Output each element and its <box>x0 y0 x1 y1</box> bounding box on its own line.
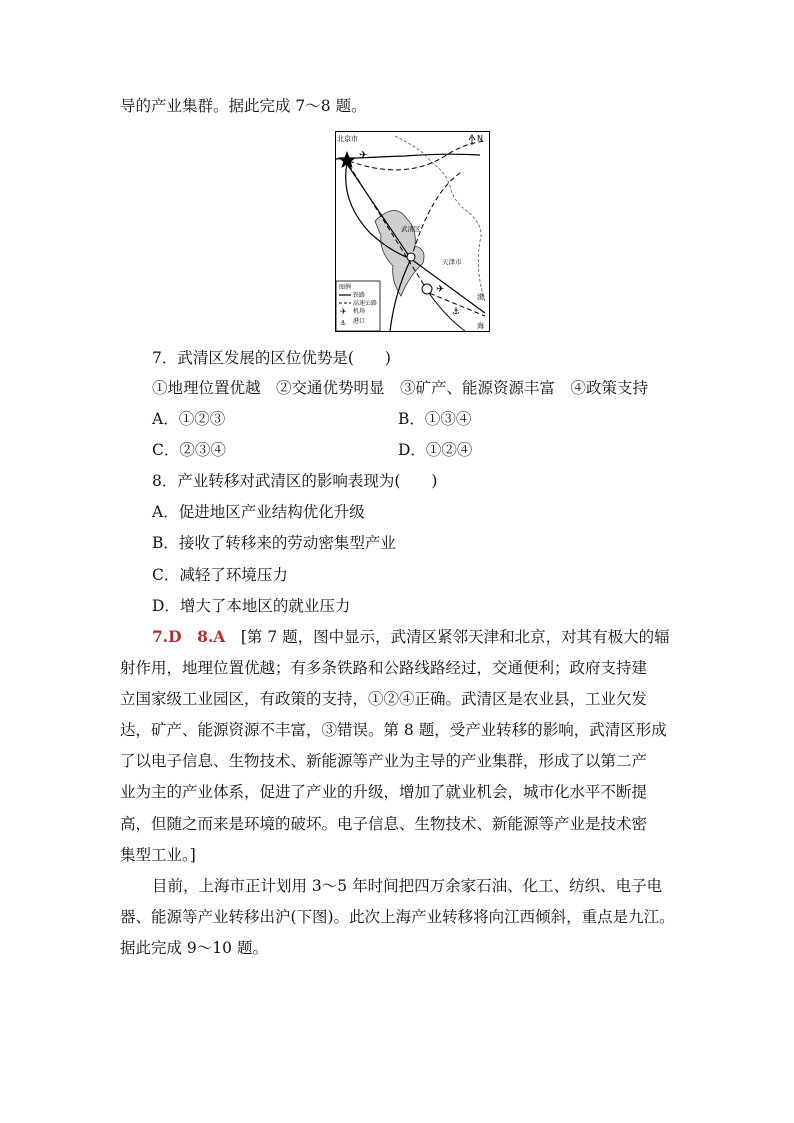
wuqing-location-map <box>335 131 490 332</box>
answer-line-5: 了以电子信息、生物技术、新能源等产业为主导的产业集群，形成了以第二产 <box>120 752 648 770</box>
q8-option-b: B．接收了转移来的劳动密集型产业 <box>152 534 396 552</box>
port-anchor-icon: ⚓ <box>452 307 461 317</box>
tianjin-city-marker <box>422 284 432 294</box>
intro-tail-text: 导的产业集群。据此完成 7～8 题。 <box>120 97 367 115</box>
q8-option-d: D．增大了本地区的就业压力 <box>152 597 351 615</box>
map-label-tianjin: 天津市 <box>442 258 462 266</box>
map-label-sea-1: 渤 <box>477 293 484 301</box>
q7-option-c: C．②③④ <box>152 441 226 459</box>
legend-airport-label: 机场 <box>353 308 366 315</box>
q8-stem: 8．产业转移对武清区的影响表现为( ) <box>152 472 438 490</box>
answer-line-7: 高，但随之而来是环境的破坏。电子信息、生物技术、新能源等产业是技术密 <box>120 815 648 833</box>
next-intro-line-3: 据此完成 9～10 题。 <box>120 939 268 957</box>
answer-line-2: 射作用，地理位置优越；有多条铁路和公路线路经过，交通便利；政府支持建 <box>120 659 648 677</box>
q7-option-b: B．①③④ <box>398 410 472 428</box>
map-label-wuqing: 武清区 <box>401 225 421 233</box>
q7-stem: 7．武清区发展的区位优势是( ) <box>152 349 391 367</box>
next-intro-line-2: 器、能源等产业转移出沪(下图)。此次上海产业转移将向江西倾斜，重点是九江。 <box>120 908 675 926</box>
airport-icon-beijing: ✈ <box>359 150 368 161</box>
q8-option-c: C．减轻了环境压力 <box>152 566 288 584</box>
airport-icon-tianjin: ✈ <box>436 284 445 295</box>
map-graphic <box>335 131 490 332</box>
next-intro-line-1: 目前，上海市正计划用 3～5 年时间把四万余家石油、化工、纺织、电子电 <box>152 877 663 895</box>
legend-airport-icon: ✈ <box>340 307 347 316</box>
answer-line-8: 集型工业。] <box>120 846 196 864</box>
map-label-north: N <box>477 134 483 143</box>
legend-title: 图例 <box>339 284 352 291</box>
q8-option-a: A．促进地区产业结构优化升级 <box>152 503 365 521</box>
legend-port-icon: ⚓ <box>340 319 347 327</box>
q7-option-d: D．①②④ <box>398 441 473 459</box>
q7-option-a: A．①②③ <box>152 410 226 428</box>
legend-rail-label: 铁路 <box>353 292 366 299</box>
legend-highway-label: 高速公路 <box>353 300 378 307</box>
q7-statements: ①地理位置优越 ②交通优势明显 ③矿产、能源资源丰富 ④政策支持 <box>152 379 649 397</box>
answer-line-1: [第 7 题，图中显示，武清区紧邻天津和北京，对其有极大的辐 <box>225 628 670 646</box>
wuqing-city-marker <box>407 253 415 261</box>
legend-port-label: 港口 <box>353 318 366 325</box>
answer-line-4: 达，矿产、能源资源不丰富，③错误。第 8 题，受产业转移的影响，武清区形成 <box>120 721 667 739</box>
answer-line-6: 业为主的产业体系，促进了产业的升级，增加了就业机会，城市化水平不断提 <box>120 783 648 801</box>
answer-label: 7.D 8.A <box>152 627 226 646</box>
map-label-beijing: 北京市 <box>337 135 358 143</box>
answer-line-3: 立国家级工业园区，有政策的支持，①②④正确。武清区是农业县，工业欠发 <box>120 690 648 708</box>
map-label-sea-2: 海 <box>477 322 484 330</box>
answer-first-line <box>152 627 670 647</box>
